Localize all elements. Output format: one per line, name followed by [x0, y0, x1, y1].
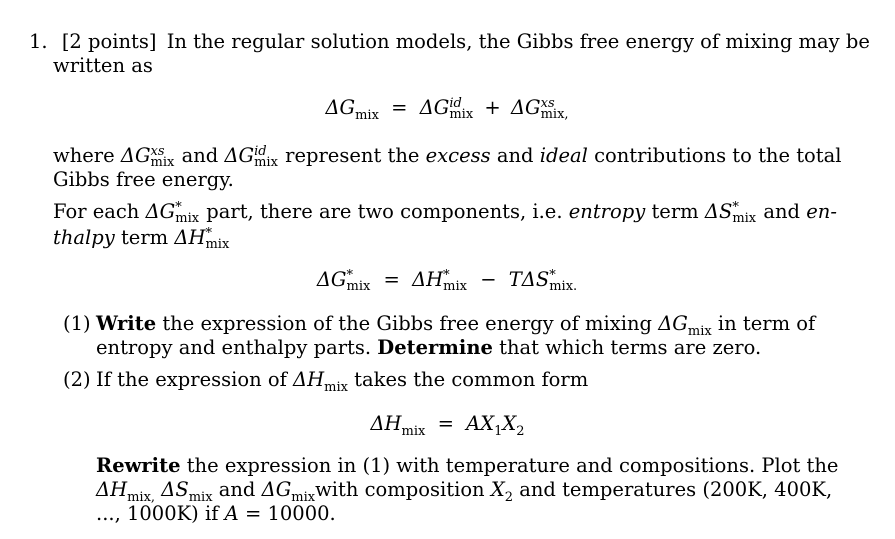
question-number: 1. [29, 30, 48, 53]
equation-gibbs-components: ΔG * mix = ΔH * mix − TΔS * mix. [316, 267, 578, 294]
part2-text: If the expression of $\Delta H_{mix}$ takes the common form [96, 368, 589, 395]
question-intro: In the regular solution models, the Gibbs free energy of mixing may be [166, 30, 870, 53]
where-paragraph: where ΔG xs mix and ΔG id mix represent the excess and ideal contributions to the total [53, 143, 842, 170]
equation-gibbs-mixing: $\Delta G_{mix} = \Delta G$ id mix + ΔG xs mix, [325, 95, 569, 123]
part1-text-line2: entropy and enthalpy parts. Determine that which terms are zero. [96, 336, 762, 359]
where-paragraph-line2: Gibbs free energy. [53, 168, 234, 191]
equation-enthalpy: $\Delta H_{mix} = AX_1X_2$ [370, 412, 525, 439]
question-header [29, 30, 870, 54]
part1-label: (1) [63, 312, 91, 335]
components-paragraph-line2: thalpy term ΔH * mix [53, 225, 230, 252]
question-points: [2 points] [61, 30, 157, 53]
part2-rewrite: Rewrite the expression in (1) with temperature and compositions. Plot the [96, 454, 839, 477]
part1-text: Write the expression of the Gibbs free energy of mixing $\Delta G_{mix}$ in term of [96, 312, 816, 339]
part2-rewrite-line3: ..., 1000K) if A = 10000. [96, 502, 336, 525]
part2-rewrite-line2: $\Delta H_{mix,}$ $\Delta S_{mix}$ and $\Delta G_{mix}with$ composition $X_2$ and temperatures (200K, 400K, [96, 478, 833, 505]
components-paragraph: For each ΔG * mix part, there are two components, i.e. entropy term ΔS * mix and en- [53, 199, 837, 226]
part2-label: (2) [63, 368, 91, 391]
question-intro-line2: written as [53, 54, 153, 77]
